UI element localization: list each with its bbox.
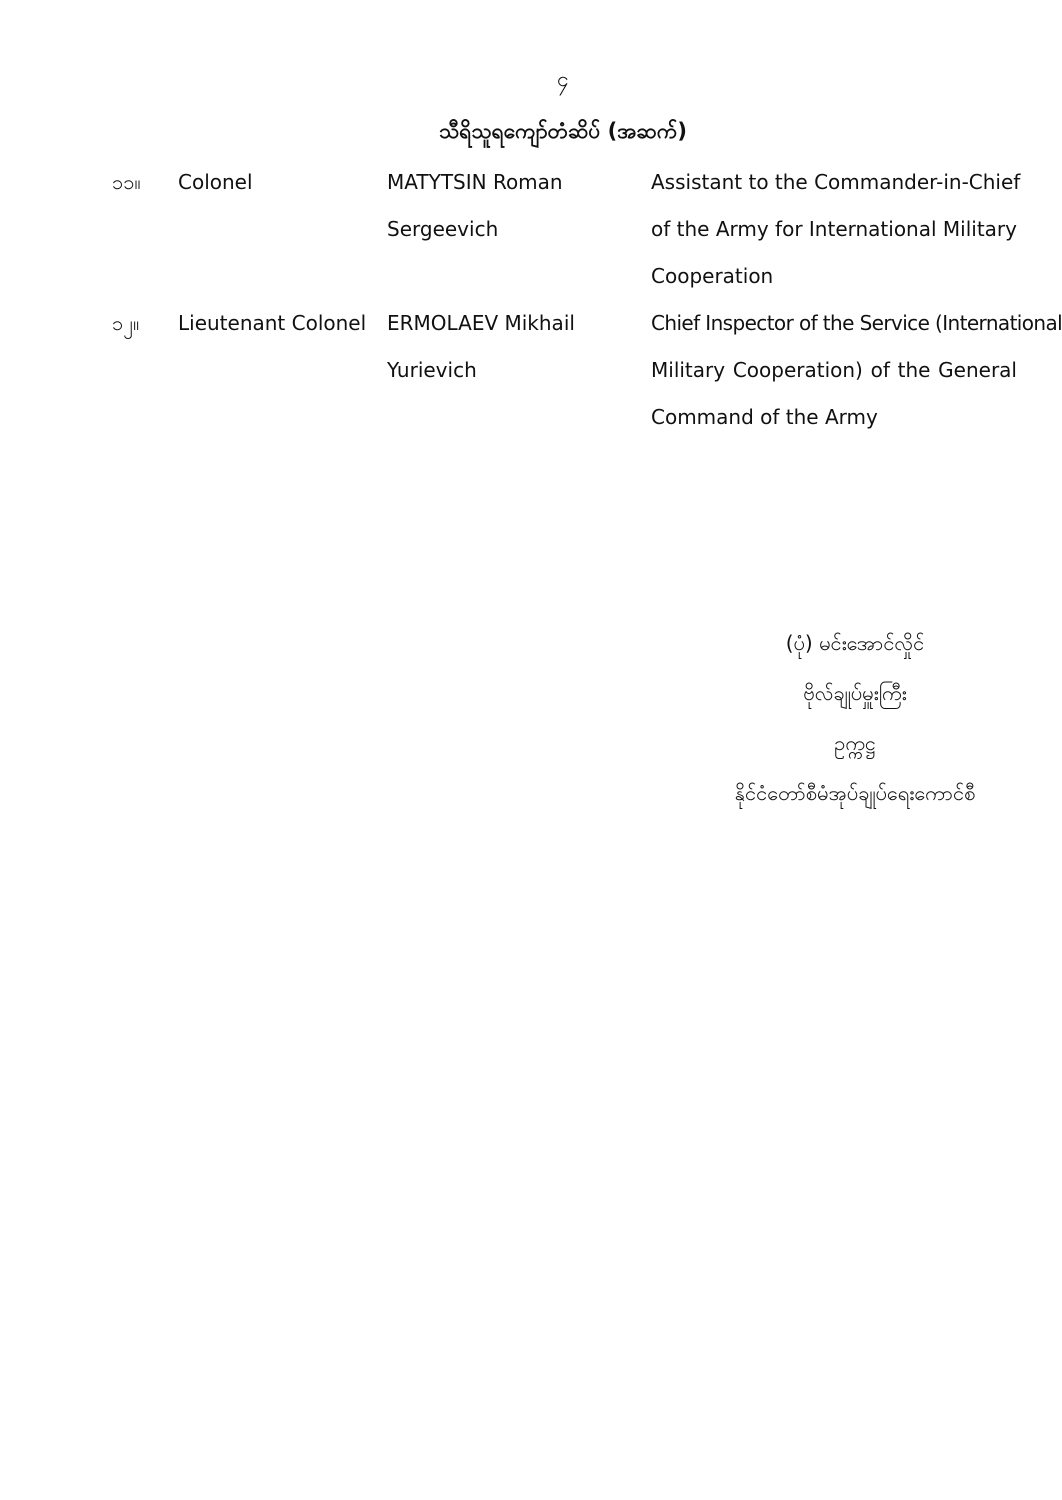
position-line: Assistant to the Commander-in-Chief	[651, 170, 1021, 194]
row-number: ၁၂။	[112, 311, 140, 335]
position-line: Military Cooperation) of the General	[651, 358, 1017, 382]
signatory-organization: နိုင်ငံတော်စီမံအုပ်ချုပ်ရေးကောင်စီ	[734, 781, 976, 805]
signatory-name: (ပုံ) မင်းအောင်လှိုင်	[785, 631, 925, 655]
document-title: သီရိသူရကျော်တံဆိပ် (အဆက်)	[439, 119, 687, 143]
position-cell	[651, 300, 1062, 441]
name-line: MATYTSIN Roman	[387, 170, 563, 194]
name-line: ERMOLAEV Mikhail	[387, 311, 575, 335]
signatory-rank: ဗိုလ်ချုပ်မှူးကြီး	[803, 681, 907, 705]
position-line: Command of the Army	[651, 405, 878, 429]
position-line: Cooperation	[651, 264, 774, 288]
rank-cell: Colonel	[178, 170, 253, 194]
name-cell	[387, 159, 563, 253]
signatory-title: ဥက္ကဋ္ဌ	[834, 731, 876, 755]
signature-block	[690, 618, 1020, 818]
name-line: Yurievich	[387, 358, 477, 382]
position-line: of the Army for International Military	[651, 217, 1017, 241]
position-line: Chief Inspector of the Service (International	[651, 311, 1062, 335]
rank-cell: Lieutenant Colonel	[178, 311, 367, 335]
position-cell	[651, 159, 1021, 300]
name-cell	[387, 300, 575, 394]
row-number: ၁၁။	[112, 170, 141, 194]
name-line: Sergeevich	[387, 217, 499, 241]
page-number: ၄	[557, 67, 569, 91]
